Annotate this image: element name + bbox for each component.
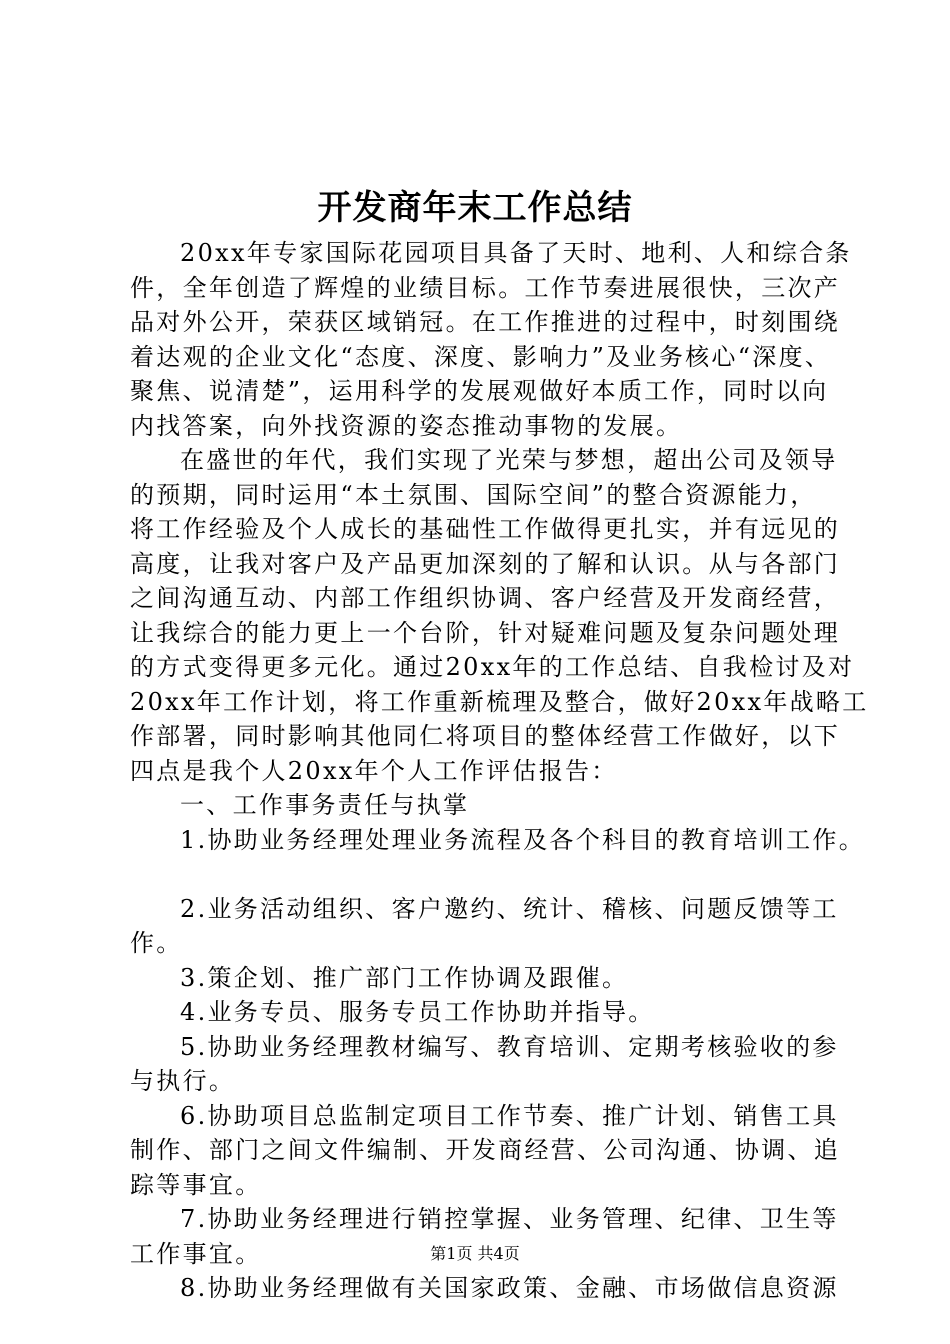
body-line: 的方式变得更多元化。通过20xx年的工作总结、自我检讨及对 — [130, 653, 855, 681]
document-body — [130, 236, 869, 1306]
body-line: 一、工作事务责任与执掌 — [180, 791, 470, 819]
body-line: 在盛世的年代，我们实现了光荣与梦想，超出公司及领导 — [180, 446, 838, 474]
body-line: 内找答案，向外找资源的姿态推动事物的发展。 — [130, 411, 683, 440]
body-line: 之间沟通互动、内部工作组织协调、客户经营及开发商经营， — [130, 584, 841, 612]
body-line: 高度，让我对客户及产品更加深刻的了解和认识。从与各部门 — [130, 549, 841, 578]
body-line: 四点是我个人20xx年个人工作评估报告： — [130, 756, 618, 785]
body-line: 工作事宜。 — [130, 1239, 262, 1268]
body-line: 制作、部门之间文件编制、开发商经营、公司沟通、协调、追 — [130, 1136, 841, 1164]
body-line: 品对外公开，荣获区域销冠。在工作推进的过程中，时刻围绕 — [130, 308, 841, 336]
body-line: 作。 — [130, 929, 183, 957]
body-line: 6.协助项目总监制定项目工作节奏、推广计划、销售工具 — [180, 1101, 839, 1130]
body-line: 20xx年工作计划，将工作重新梳理及整合，做好20xx年战略工 — [130, 687, 869, 716]
body-line: 件，全年创造了辉煌的业绩目标。工作节奏进展很快，三次产 — [130, 273, 841, 302]
body-line: 与执行。 — [130, 1067, 236, 1095]
body-line: 踪等事宜。 — [130, 1170, 262, 1199]
body-line: 作部署，同时影响其他同仁将项目的整体经营工作做好，以下 — [130, 722, 841, 750]
body-line — [130, 857, 835, 892]
body-line: 7.协助业务经理进行销控掌握、业务管理、纪律、卫生等 — [180, 1205, 839, 1233]
body-line: 8.协助业务经理做有关国家政策、金融、市场做信息资源 — [180, 1274, 839, 1302]
page-footer: 第1页 共4页 — [430, 1244, 520, 1263]
body-line: 1.协助业务经理处理业务流程及各个科目的教育培训工作。 — [180, 825, 865, 854]
body-line: 的预期，同时运用“本土氛围、国际空间”的整合资源能力， — [130, 480, 817, 509]
body-line: 让我综合的能力更上一个台阶，针对疑难问题及复杂问题处理 — [130, 618, 841, 647]
body-line: 5.协助业务经理教材编写、教育培训、定期考核验收的参 — [180, 1032, 839, 1061]
body-line: 4.业务专员、服务专员工作协助并指导。 — [180, 998, 655, 1026]
body-line: 20xx年专家国际花园项目具备了天时、地利、人和综合条 — [180, 239, 852, 267]
body-line: 3.策企划、推广部门工作协调及跟催。 — [180, 963, 629, 992]
body-line: 将工作经验及个人成长的基础性工作做得更扎实，并有远见的 — [130, 515, 841, 543]
body-line: 着达观的企业文化“态度、深度、影响力”及业务核心“深度、 — [130, 342, 832, 371]
document-title: 开发商年末工作总结 — [317, 188, 633, 228]
body-line: 聚焦、说清楚”，运用科学的发展观做好本质工作，同时以向 — [130, 377, 829, 405]
body-line: 2.业务活动组织、客户邀约、统计、稽核、问题反馈等工 — [180, 894, 839, 923]
